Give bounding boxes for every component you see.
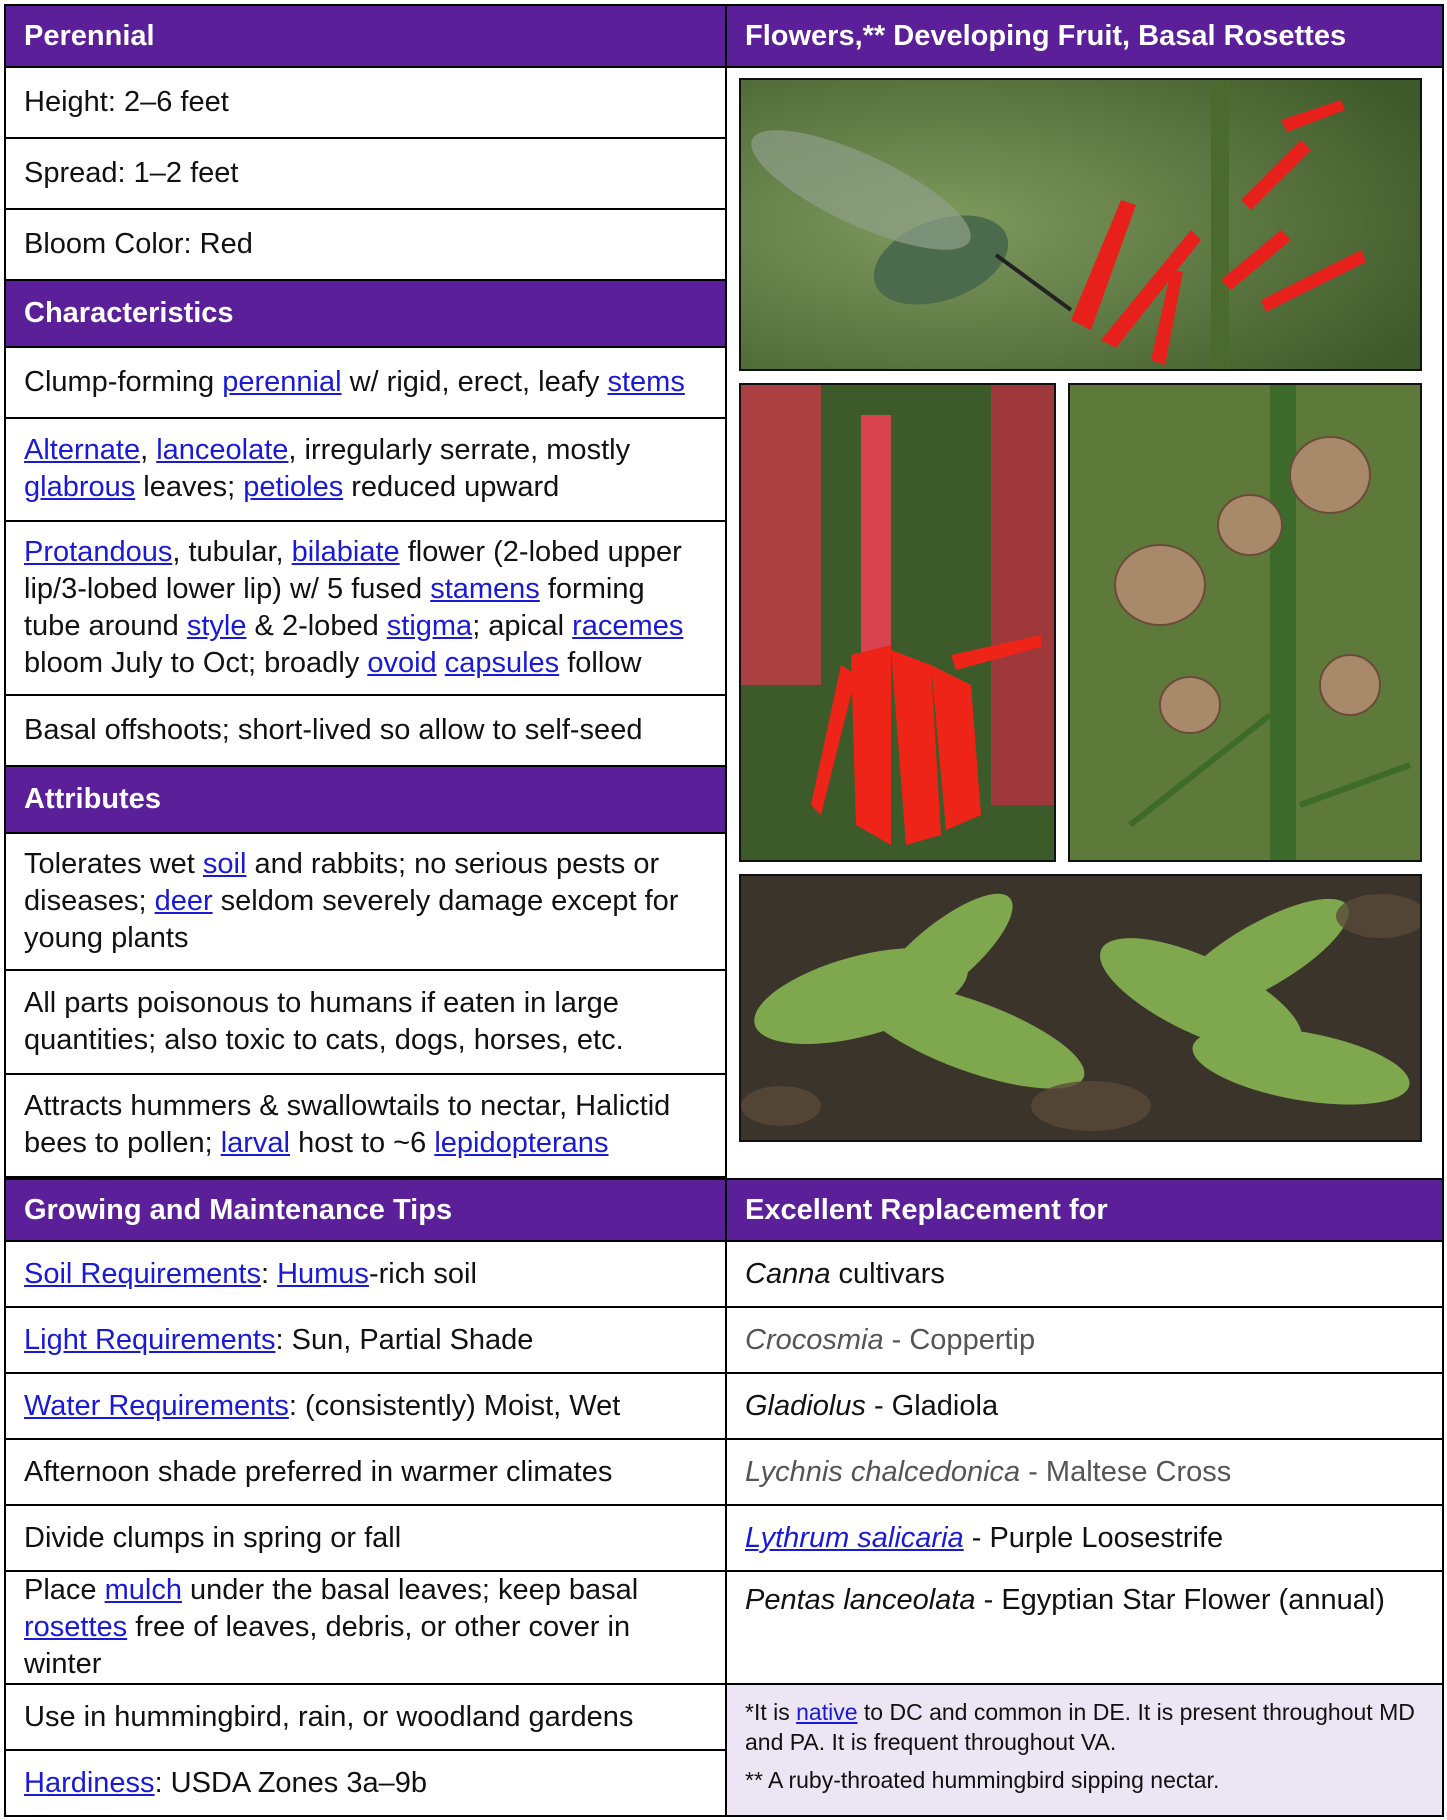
characteristic-leaves: [5, 418, 726, 521]
text: bloom July to Oct; broadly: [24, 646, 368, 679]
native-link[interactable]: native: [796, 1699, 858, 1725]
text: Tolerates wet: [24, 847, 203, 880]
tip-divide: Divide clumps in spring or fall: [5, 1505, 726, 1571]
text: free of leaves, debris, or other cover in winter: [24, 1611, 631, 1680]
racemes-link[interactable]: racemes: [572, 609, 684, 642]
text: *It is: [745, 1699, 797, 1725]
scientific-name: Canna: [745, 1257, 831, 1290]
text: and rabbits; no serious pests or diseases;: [24, 847, 660, 917]
text: to DC and common in DE. It is present throughout MD and PA. It is frequent throughout VA.: [745, 1699, 1415, 1755]
bloom-color-cell: Bloom Color: Red: [5, 209, 726, 280]
replacement-lychnis: [726, 1439, 1443, 1505]
larval-link[interactable]: larval: [220, 1127, 291, 1160]
text: , tubular,: [172, 535, 292, 568]
scientific-name: Gladiolus: [745, 1389, 866, 1422]
hardiness-link[interactable]: Hardiness: [24, 1766, 155, 1799]
attribute-tolerance: [5, 833, 726, 971]
attribute-toxicity: All parts poisonous to humans if eaten in large quantities; also toxic to cats, dogs, horses, etc.: [5, 970, 726, 1073]
tip-mulch: [5, 1571, 726, 1684]
protandous-link[interactable]: Protandous: [24, 535, 173, 568]
tip-afternoon-shade: Afternoon shade preferred in warmer climates: [5, 1439, 726, 1505]
text: flower (2-lobed upper lip/3-lobed lower lip) w/ 5 fused: [24, 535, 682, 605]
rosettes-link[interactable]: rosettes: [24, 1611, 128, 1643]
text: Clump-forming: [24, 365, 223, 398]
stamens-link[interactable]: stamens: [430, 572, 540, 605]
soil-link[interactable]: soil: [202, 847, 247, 880]
attribute-wildlife: [5, 1074, 726, 1177]
stigma-link[interactable]: stigma: [386, 609, 473, 642]
footnotes: [726, 1684, 1443, 1816]
replacement-gladiolus: [726, 1373, 1443, 1439]
lepidopterans-link[interactable]: lepidopterans: [434, 1127, 609, 1160]
replacement-header: Excellent Replacement for: [726, 1179, 1443, 1241]
height-cell: Height: 2–6 feet: [5, 67, 726, 138]
text: : Sun, Partial Shade: [275, 1323, 534, 1356]
footnote-hummingbird: ** A ruby-throated hummingbird sipping nectar.: [745, 1767, 1220, 1793]
soil-requirements-link[interactable]: Soil Requirements: [24, 1257, 261, 1290]
common-name: - Coppertip: [883, 1323, 1036, 1356]
scientific-name: Crocosmia: [745, 1323, 884, 1356]
characteristic-flowers: [5, 521, 726, 695]
text: Place: [24, 1574, 105, 1606]
text: Attracts hummers & swallowtails to nectar, Halictid bees to pollen;: [24, 1090, 671, 1160]
text: [437, 647, 445, 679]
basal-rosettes-photo: [739, 874, 1422, 1142]
deer-link[interactable]: deer: [154, 884, 213, 917]
tip-water: [5, 1373, 726, 1439]
replacement-crocosmia: [726, 1307, 1443, 1373]
common-name: - Maltese Cross: [1020, 1455, 1232, 1488]
common-name: - Purple Loosestrife: [963, 1521, 1224, 1554]
attributes-header: Attributes: [5, 766, 726, 833]
text: seldom severely damage except for young plants: [24, 884, 679, 954]
text: : USDA Zones 3a–9b: [154, 1766, 428, 1799]
light-requirements-link[interactable]: Light Requirements: [24, 1323, 276, 1356]
perennial-header: Perennial: [5, 5, 726, 67]
text: follow: [559, 646, 642, 679]
scientific-name: Pentas lanceolata: [745, 1584, 976, 1616]
perennial-link[interactable]: perennial: [222, 365, 342, 398]
tip-garden-use: Use in hummingbird, rain, or woodland gardens: [5, 1684, 726, 1750]
characteristics-header: Characteristics: [5, 280, 726, 347]
petioles-link[interactable]: petioles: [243, 471, 344, 504]
text: reduced upward: [343, 471, 560, 504]
style-link[interactable]: style: [186, 609, 247, 642]
capsules-link[interactable]: capsules: [444, 646, 560, 679]
flowers-header: Flowers,** Developing Fruit, Basal Rosettes: [726, 5, 1443, 67]
bilabiate-link[interactable]: bilabiate: [291, 535, 400, 568]
text: , irregularly serrate, mostly: [288, 434, 631, 467]
text: : (consistently) Moist, Wet: [288, 1389, 621, 1422]
scientific-name: Lychnis chalcedonica: [745, 1455, 1021, 1488]
flower-closeup-photo: [739, 383, 1056, 862]
humus-link[interactable]: Humus: [277, 1257, 369, 1290]
spread-cell: Spread: 1–2 feet: [5, 138, 726, 209]
tip-soil: [5, 1241, 726, 1307]
photo-panel: [726, 67, 1443, 1179]
text: ,: [140, 434, 157, 467]
tip-hardiness: [5, 1750, 726, 1816]
common-name: - Gladiola: [865, 1389, 999, 1422]
common-name: cultivars: [830, 1257, 945, 1290]
hummingbird-photo: [739, 78, 1422, 371]
lythrum-link[interactable]: [745, 1522, 964, 1554]
text: & 2-lobed: [246, 609, 387, 642]
text: forming tube around: [24, 572, 645, 642]
characteristic-offshoots: Basal offshoots; short-lived so allow to self-seed: [5, 695, 726, 766]
scientific-name: Lythrum salicaria: [745, 1521, 964, 1554]
text: :: [260, 1257, 278, 1290]
developing-fruit-photo: [1068, 383, 1422, 862]
replacement-lythrum: [726, 1505, 1443, 1571]
tip-light: [5, 1307, 726, 1373]
glabrous-link[interactable]: glabrous: [24, 471, 136, 504]
ovoid-link[interactable]: ovoid: [367, 646, 437, 679]
text: leaves;: [135, 471, 244, 504]
characteristic-habit: [5, 347, 726, 418]
plant-fact-sheet: [4, 4, 1442, 1816]
text: ; apical: [472, 609, 573, 642]
replacement-canna: [726, 1241, 1443, 1307]
water-requirements-link[interactable]: Water Requirements: [24, 1389, 289, 1422]
growing-tips-header: Growing and Maintenance Tips: [5, 1179, 726, 1241]
text: host to ~6: [290, 1127, 435, 1160]
text: under the basal leaves; keep basal: [181, 1574, 639, 1606]
stems-link[interactable]: stems: [607, 365, 685, 398]
alternate-link[interactable]: Alternate: [24, 434, 141, 467]
replacement-pentas: [726, 1571, 1443, 1684]
footnote-native: [745, 1697, 1424, 1757]
lanceolate-link[interactable]: lanceolate: [156, 434, 289, 467]
common-name: - Egyptian Star Flower (annual): [975, 1584, 1385, 1616]
mulch-link[interactable]: mulch: [104, 1574, 182, 1606]
text: w/ rigid, erect, leafy: [341, 365, 608, 398]
text: -rich soil: [368, 1257, 477, 1290]
fact-table: [4, 4, 1444, 1817]
